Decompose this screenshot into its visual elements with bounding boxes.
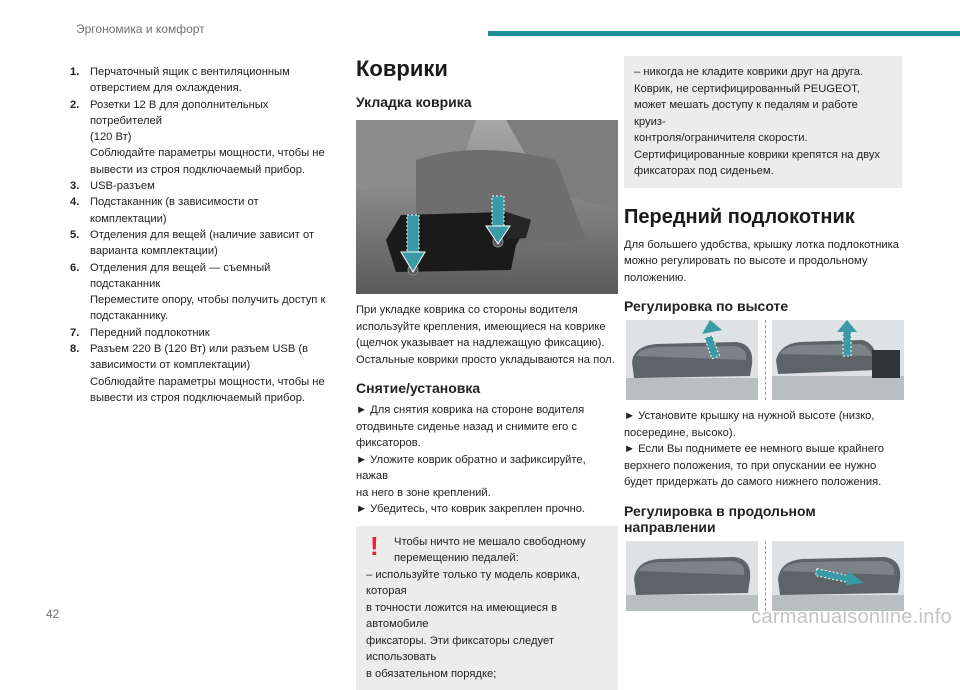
list-item-text bbox=[90, 260, 335, 325]
list-item-number: 5. bbox=[70, 227, 90, 260]
numbered-list bbox=[70, 64, 335, 406]
height-adjust-text: ► Установите крышку на нужной высоте (низко, посередине, высоко). ► Если Вы поднимете ее немного выше крайнего верхнего положения, то при опускании ее нужно будет придержать до самого нижнего положения. bbox=[624, 408, 904, 491]
list-item-text bbox=[90, 341, 335, 406]
list-item-number: 8. bbox=[70, 341, 90, 406]
remove-install-subtitle: Снятие/установка bbox=[356, 380, 618, 396]
site-watermark: carmanualsonline.info bbox=[751, 606, 952, 629]
warning-exclamation-icon: ! bbox=[370, 534, 394, 567]
header-accent-bar bbox=[488, 31, 960, 36]
bullet-check: ► Убедитесь, что коврик закреплен прочно. bbox=[356, 501, 618, 518]
list-item-line: Разъем 220 В (120 Вт) или разъем USB (в bbox=[90, 341, 335, 357]
list-item-line: Подстаканник (в зависимости от комплектации) bbox=[90, 194, 335, 227]
list-item bbox=[70, 325, 335, 341]
list-item bbox=[70, 178, 335, 194]
mats-section bbox=[356, 56, 618, 690]
list-item bbox=[70, 97, 335, 178]
mats-laying-subtitle: Укладка коврика bbox=[356, 94, 618, 110]
list-item-line: вывести из строя подключаемый прибор. bbox=[90, 162, 335, 178]
list-item bbox=[70, 194, 335, 227]
mats-note-box: – никогда не кладите коврики друг на друга. Коврик, не сертифицированный PEUGEOT, может мешать доступу к педалям и работе круиз- контроля/ограничителя скорости. Сертифицированные коврики крепятся на двух фиксаторах под сиденьем. bbox=[624, 56, 902, 188]
warning-heading: Чтобы ничто не мешало свободному перемещению педалей: bbox=[394, 534, 586, 567]
warning-box bbox=[356, 526, 618, 690]
list-item-number: 1. bbox=[70, 64, 90, 97]
list-item bbox=[70, 260, 335, 325]
list-item-text bbox=[90, 227, 335, 260]
armrest-title: Передний подлокотник bbox=[624, 206, 904, 229]
mats-laying-text: При укладке коврика со стороны водителя используйте крепления, имеющиеся на коврике (щелчок указывает на надлежащую фиксацию). Остальные коврики просто укладываются на пол. bbox=[356, 302, 618, 368]
list-item bbox=[70, 227, 335, 260]
list-item-text bbox=[90, 178, 335, 194]
figure-divider bbox=[765, 320, 766, 400]
list-item-line: зависимости от комплектации) bbox=[90, 357, 335, 373]
height-adjust-subtitle: Регулировка по высоте bbox=[624, 298, 904, 314]
list-item-line: вывести из строя подключаемый прибор. bbox=[90, 390, 335, 406]
page-number: 42 bbox=[46, 607, 59, 621]
armrest-height-figure-2 bbox=[772, 320, 904, 400]
list-item-line: Передний подлокотник bbox=[90, 325, 335, 341]
armrest-section bbox=[624, 56, 904, 619]
list-item-line: варианта комплектации) bbox=[90, 243, 335, 259]
list-item-line: (120 Вт) bbox=[90, 129, 335, 145]
bullet-remove: ► Для снятия коврика на стороне водителя отодвиньте сиденье назад и снимите его с фиксаторов. bbox=[356, 402, 618, 452]
list-item-line: Отделения для вещей — съемный подстаканник bbox=[90, 260, 335, 293]
list-item-number: 7. bbox=[70, 325, 90, 341]
list-item-number: 4. bbox=[70, 194, 90, 227]
height-adjust-figures bbox=[624, 320, 904, 400]
list-item-number: 6. bbox=[70, 260, 90, 325]
armrest-length-figure-2 bbox=[772, 541, 904, 611]
warning-body: – используйте только ту модель коврика, которая в точности ложится на имеющиеся в автомобиле фиксаторы. Эти фиксаторы следует использовать в обязательном порядке; bbox=[366, 567, 608, 683]
list-item-line: Соблюдайте параметры мощности, чтобы не bbox=[90, 145, 335, 161]
list-item-text bbox=[90, 64, 335, 97]
list-item-line: USB-разъем bbox=[90, 178, 335, 194]
list-item-line: Перчаточный ящик с вентиляционным bbox=[90, 64, 335, 80]
floor-mat-photo bbox=[356, 120, 618, 294]
list-item bbox=[70, 64, 335, 97]
armrest-length-figure-1 bbox=[626, 541, 758, 611]
mats-title: Коврики bbox=[356, 56, 618, 82]
figure-divider bbox=[765, 541, 766, 611]
list-item-line: Соблюдайте параметры мощности, чтобы не bbox=[90, 374, 335, 390]
list-item-line: Розетки 12 В для дополнительных потребителей bbox=[90, 97, 335, 130]
floor-mat-illustration bbox=[356, 120, 618, 294]
list-item-text bbox=[90, 194, 335, 227]
list-item-line: отверстием для охлаждения. bbox=[90, 80, 335, 96]
section-header: Эргономика и комфорт bbox=[76, 22, 205, 36]
length-adjust-subtitle: Регулировка в продольном направлении bbox=[624, 503, 904, 535]
armrest-height-figure-1 bbox=[626, 320, 758, 400]
armrest-intro: Для большего удобства, крышку лотка подлокотника можно регулировать по высоте и продольному положению. bbox=[624, 237, 904, 287]
length-adjust-figures bbox=[624, 541, 904, 611]
list-item-line: Переместите опору, чтобы получить доступ к bbox=[90, 292, 335, 308]
list-item bbox=[70, 341, 335, 406]
list-item-line: подстаканнику. bbox=[90, 308, 335, 324]
list-item-number: 2. bbox=[70, 97, 90, 178]
list-item-text bbox=[90, 325, 335, 341]
list-item-line: Отделения для вещей (наличие зависит от bbox=[90, 227, 335, 243]
bullet-install: ► Уложите коврик обратно и зафиксируйте, нажав на него в зоне креплений. bbox=[356, 452, 618, 502]
list-item-text bbox=[90, 97, 335, 178]
list-item-number: 3. bbox=[70, 178, 90, 194]
